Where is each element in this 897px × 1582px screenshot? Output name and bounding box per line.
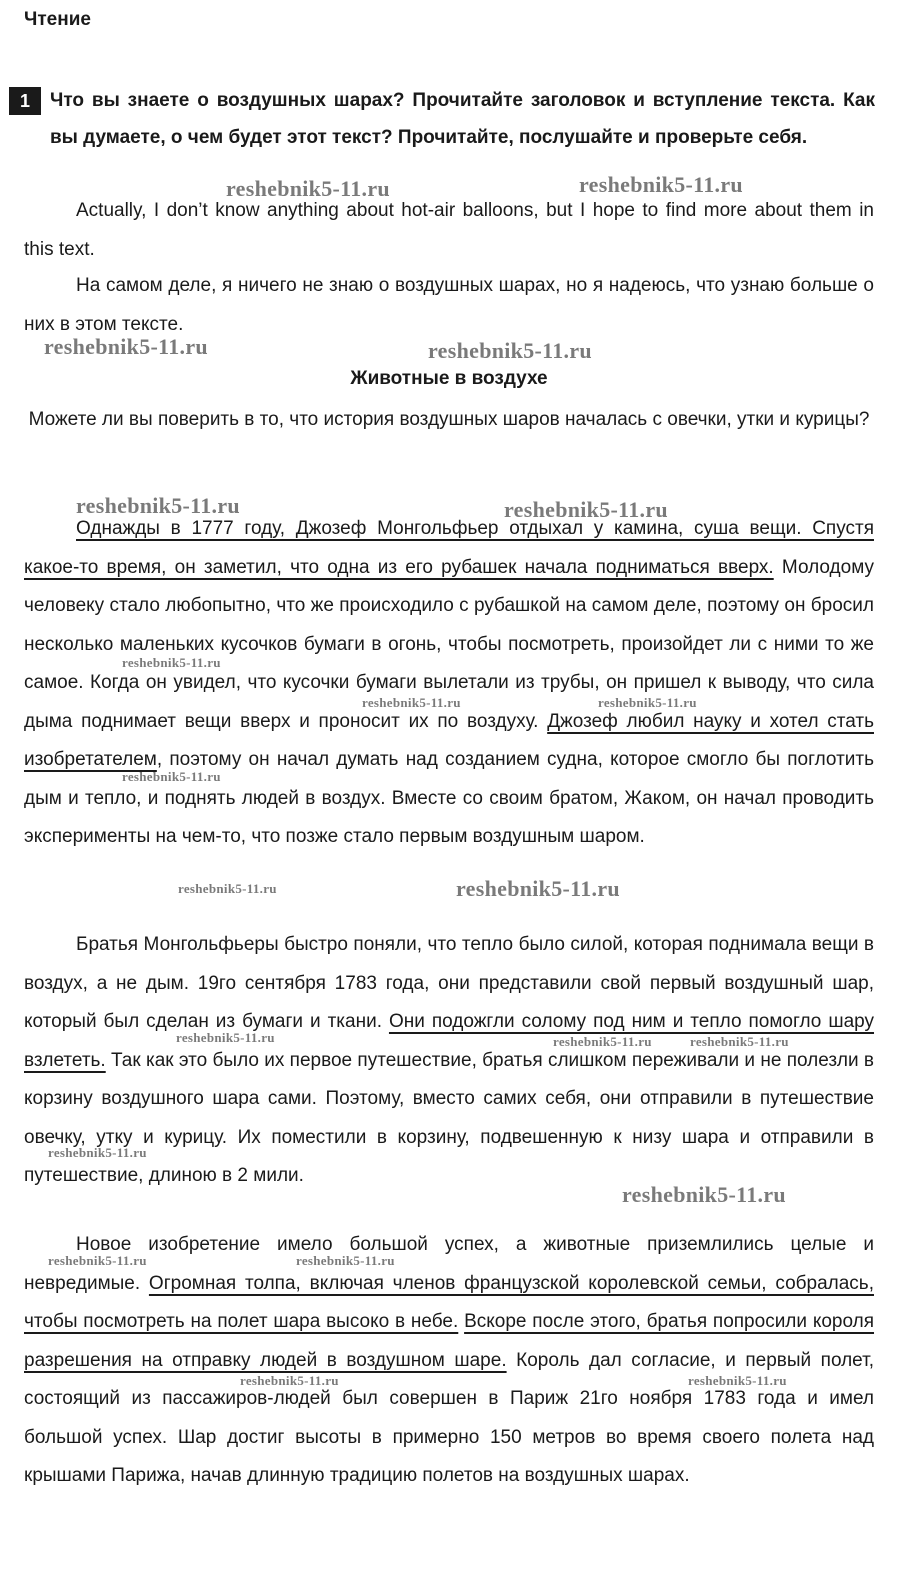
- paragraph-text: Король дал согласие, и первый полет, состоящий из пассажиров-людей был совершен в Париж 21го ноября 1783 года и имел большой успех. Шар достиг высоты в примерно 150 метров во время своего полета над крышами Парижа, начав длинную традицию полетов на воздушных шарах.: [24, 1349, 874, 1486]
- underlined-sentence: Огромная толпа, включая членов французской королевской семьи, собралась, чтобы посмотреть на полет шара высоко в небе.: [24, 1272, 874, 1332]
- watermark: reshebnik5-11.ru: [44, 334, 208, 359]
- article-paragraph-2: [24, 926, 874, 1196]
- article-intro: Можете ли вы поверить в то, что история воздушных шаров началась с овечки, утки и курицы?: [28, 409, 870, 430]
- watermark: reshebnik5-11.ru: [428, 338, 592, 363]
- watermark: reshebnik5-11.ru: [688, 1373, 787, 1388]
- watermark: reshebnik5-11.ru: [240, 1373, 339, 1388]
- paragraph-text: Так как это было их первое путешествие, братья слишком переживали и не полезли в корзину воздушного шара сами. Поэтому, вместо самих себя, они отправили в путешествие овечку, утку и курицу. Их поместили в корзину, подвешенную к низу шара и отправили в путешествие, длиною в 2 мили.: [24, 1049, 874, 1186]
- task-number-badge: 1: [9, 87, 41, 115]
- watermark: reshebnik5-11.ru: [76, 493, 240, 518]
- watermark: reshebnik5-11.ru: [296, 1253, 395, 1268]
- watermark: reshebnik5-11.ru: [122, 655, 221, 670]
- paragraph-text: Новое изобретение имело большой успех, а животные приземлились целые и невредимые.: [24, 1234, 874, 1294]
- paragraph-text: Молодому человеку стало любопытно, что же происходило с рубашкой на самом деле, поэтому он бросил несколько маленьких кусочков бумаги в огонь, чтобы посмотреть, произойдет ли с ними то же самое. Когда он увидел, что кусочки бумаги вылетали из трубы, он пришел к выводу, что сила дыма поднимает вещи вверх и проносит их по воздуху.: [24, 556, 874, 732]
- underlined-sentence: Вскоре после этого, братья попросили короля разрешения на отправку людей в воздушном шаре.: [24, 1311, 875, 1371]
- section-title: Чтение: [24, 9, 91, 30]
- watermark: reshebnik5-11.ru: [122, 769, 221, 784]
- article-paragraph-3: [24, 1226, 874, 1496]
- underlined-sentence: Однажды в 1777 году, Джозеф Монгольфьер отдыхал у камина, суша вещи. Спустя какое-то время, он заметил, что одна из его рубашек начала подниматься вверх.: [24, 518, 874, 578]
- watermark: reshebnik5-11.ru: [690, 1034, 789, 1049]
- answer-english: Actually, I don’t know anything about hot-air balloons, but I hope to find more about them in this text.: [24, 200, 874, 260]
- article-title: Животные в воздухе: [350, 368, 548, 389]
- watermark: reshebnik5-11.ru: [456, 876, 620, 901]
- underlined-sentence: Джозеф любил науку и хотел стать изобретателем: [24, 710, 874, 770]
- answer-russian: На самом деле, я ничего не знаю о воздушных шарах, но я надеюсь, что узнаю больше о них в этом тексте.: [24, 275, 874, 335]
- watermark: reshebnik5-11.ru: [176, 1030, 275, 1045]
- watermark: reshebnik5-11.ru: [622, 1182, 786, 1207]
- watermark: reshebnik5-11.ru: [553, 1034, 652, 1049]
- underlined-sentence: Они подожгли солому под ним и тепло помогло шару взлететь.: [24, 1011, 875, 1071]
- watermark: reshebnik5-11.ru: [504, 497, 668, 522]
- task-instruction: Что вы знаете о воздушных шарах? Прочитайте заголовок и вступление текста. Как вы думаете, о чем будет этот текст? Прочитайте, послушайте и проверьте себя.: [50, 90, 875, 148]
- watermark: reshebnik5-11.ru: [362, 695, 461, 710]
- watermark: reshebnik5-11.ru: [48, 1145, 147, 1160]
- watermark: reshebnik5-11.ru: [579, 172, 743, 197]
- watermark: reshebnik5-11.ru: [48, 1253, 147, 1268]
- watermark: reshebnik5-11.ru: [178, 881, 277, 896]
- paragraph-text: Братья Монгольфьеры быстро поняли, что тепло было силой, которая поднимала вещи в воздух, а не дым. 19го сентября 1783 года, они представили свой первый воздушный шар, который был сделан из бумаги и ткани.: [24, 934, 874, 1032]
- paragraph-text: , поэтому он начал думать над созданием судна, которое смогло бы поглотить дым и тепло, и поднять людей в воздух. Вместе со своим братом, Жаком, он начал проводить эксперименты на чем-то, что позже стало первым воздушным шаром.: [24, 749, 874, 847]
- article-paragraph-1: [24, 510, 874, 857]
- watermark: reshebnik5-11.ru: [598, 695, 697, 710]
- watermark: reshebnik5-11.ru: [226, 176, 390, 201]
